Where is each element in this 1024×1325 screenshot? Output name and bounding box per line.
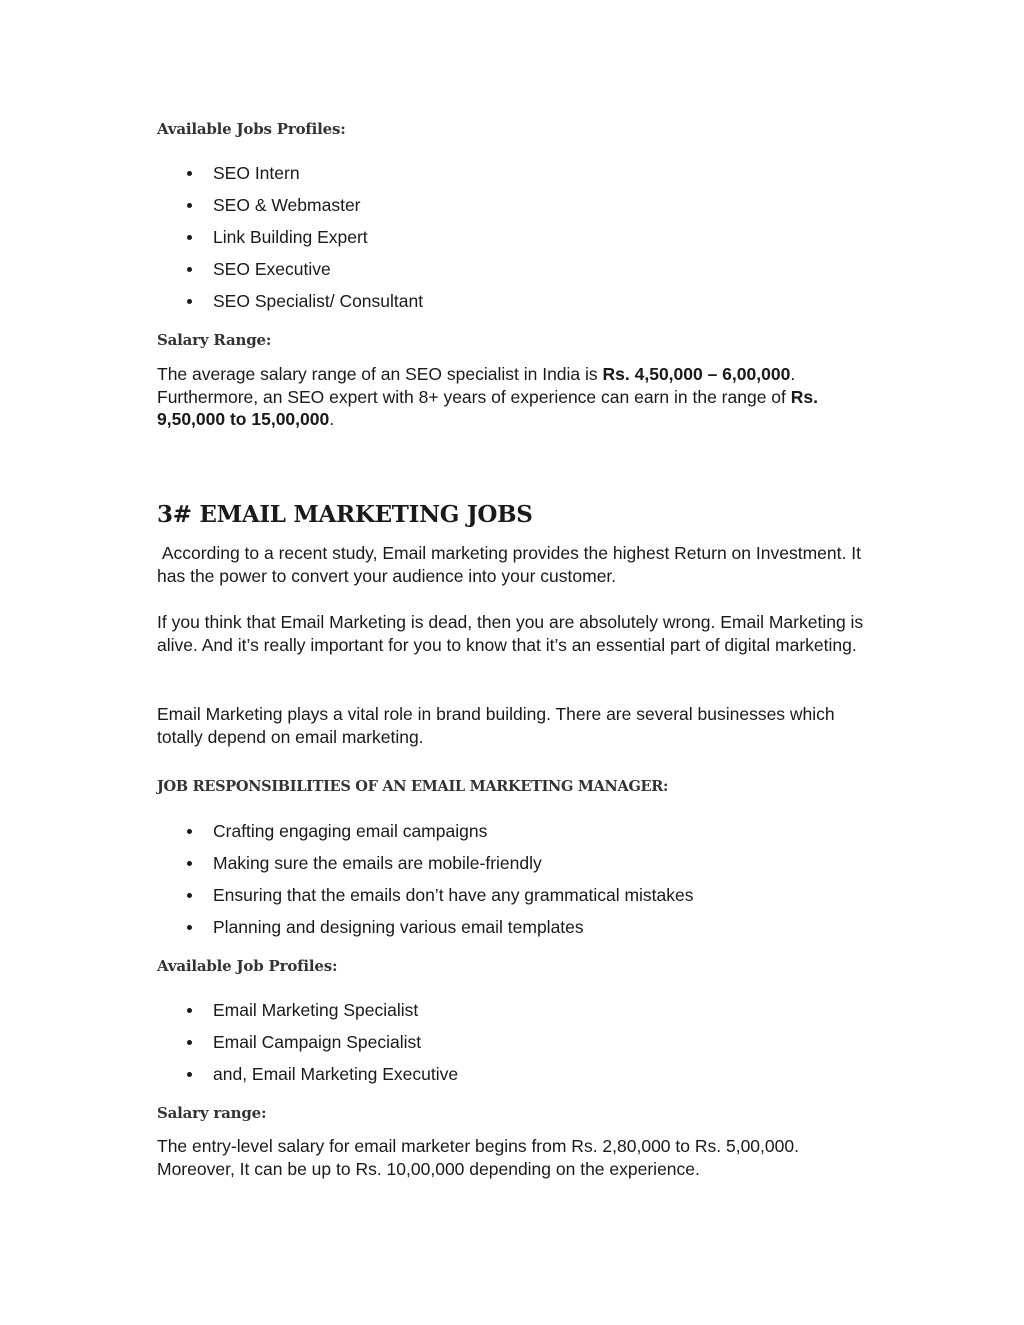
list-item: Link Building Expert — [157, 226, 423, 258]
section-title: 3# EMAIL MARKETING JOBS — [157, 501, 533, 528]
list-item: Making sure the emails are mobile-friendly — [157, 852, 694, 884]
seo-salary-heading: Salary Range: — [157, 331, 272, 349]
list-item: SEO Intern — [157, 162, 423, 194]
email-profiles-list — [157, 999, 458, 1095]
email-salary-paragraph: The entry-level salary for email marketer begins from Rs. 2,80,000 to Rs. 5,00,000. Moreover, It can be up to Rs. 10,00,000 depending on the experience. — [157, 1136, 799, 1179]
email-alive-paragraph: If you think that Email Marketing is dead, then you are absolutely wrong. Email Marketing is alive. And it’s really important for you to know that it’s an essential part of digital marketing. — [157, 612, 864, 655]
email-profiles-heading: Available Job Profiles: — [157, 957, 338, 975]
responsibilities-heading: JOB RESPONSIBILITIES OF AN EMAIL MARKETING MANAGER: — [157, 778, 669, 795]
bullet-icon — [187, 267, 192, 272]
list-item: and, Email Marketing Executive — [157, 1063, 458, 1095]
list-item: Email Marketing Specialist — [157, 999, 458, 1031]
responsibilities-list — [157, 820, 694, 948]
list-item: Planning and designing various email templates — [157, 916, 694, 948]
bullet-icon — [187, 829, 192, 834]
email-salary-heading: Salary range: — [157, 1104, 267, 1122]
seo-profiles-list — [157, 162, 423, 322]
list-item: SEO Specialist/ Consultant — [157, 290, 423, 322]
bullet-icon — [187, 1008, 192, 1013]
email-intro-paragraph: According to a recent study, Email marketing provides the highest Return on Investment. It has the power to convert your audience into your customer. — [157, 543, 866, 586]
bullet-icon — [187, 861, 192, 866]
seo-profiles-heading: Available Jobs Profiles: — [157, 120, 346, 138]
bullet-icon — [187, 925, 192, 930]
list-item: Crafting engaging email campaigns — [157, 820, 694, 852]
list-item: Email Campaign Specialist — [157, 1031, 458, 1063]
email-brand-paragraph: Email Marketing plays a vital role in brand building. There are several businesses which totally depend on email marketing. — [157, 704, 835, 747]
bullet-icon — [187, 203, 192, 208]
bullet-icon — [187, 1040, 192, 1045]
bullet-icon — [187, 235, 192, 240]
bullet-icon — [187, 1072, 192, 1077]
bullet-icon — [187, 171, 192, 176]
bullet-icon — [187, 299, 192, 304]
bullet-icon — [187, 893, 192, 898]
list-item: SEO Executive — [157, 258, 423, 290]
list-item: SEO & Webmaster — [157, 194, 423, 226]
seo-salary-paragraph: The average salary range of an SEO specialist in India is Rs. 4,50,000 – 6,00,000. Furthermore, an SEO expert with 8+ years of experience can earn in the range of Rs. 9,50,000 to 15,00,000. — [157, 364, 818, 430]
list-item: Ensuring that the emails don’t have any grammatical mistakes — [157, 884, 694, 916]
